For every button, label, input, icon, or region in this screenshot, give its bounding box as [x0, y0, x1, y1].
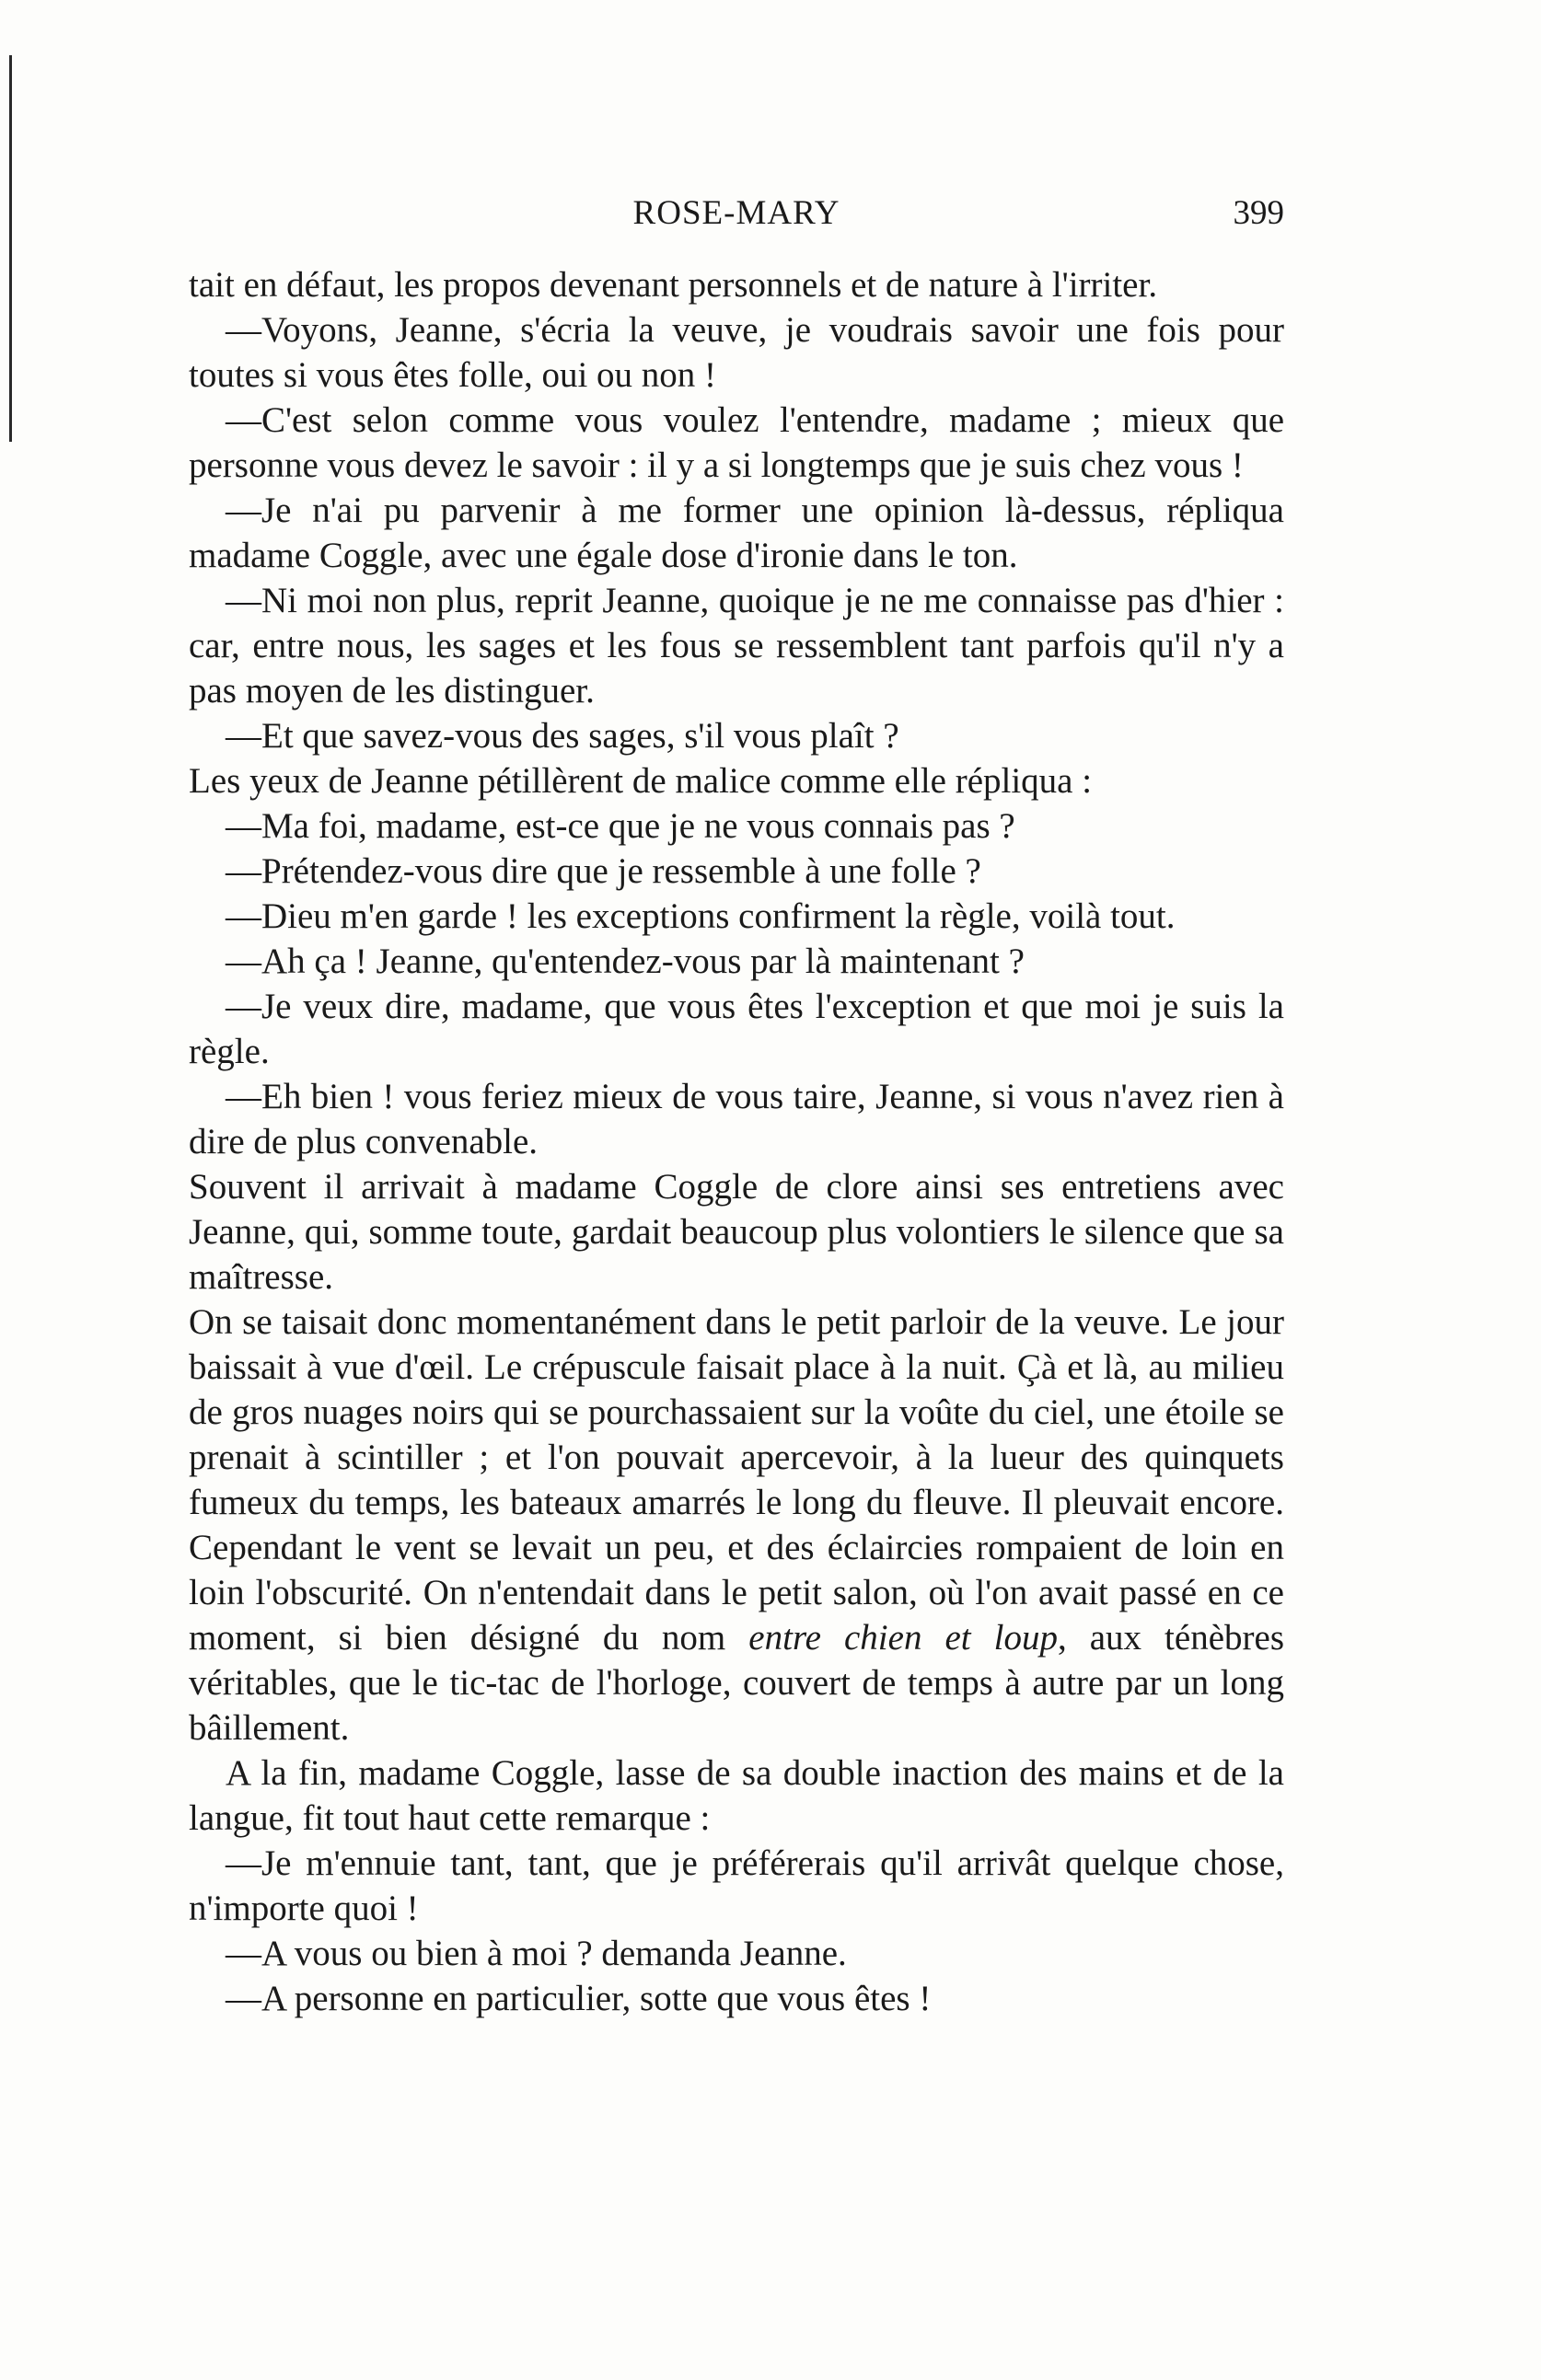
paragraph: —A vous ou bien à moi ? demanda Jeanne. — [226, 1934, 847, 1973]
paragraph: —Voyons, Jeanne, s'écria la veuve, je voudrais savoir une fois pour toutes si vous êtes folle, oui ou non ! — [189, 310, 1284, 395]
paragraph: Les yeux de Jeanne pétillèrent de malice comme elle répliqua : — [189, 761, 1093, 801]
paragraph-text: , aux ténèbres véritables, que le tic-tac de l'horloge, couvert de temps à autre par un long bâillement. — [189, 1618, 1284, 1748]
paragraph: —Je m'ennuie tant, tant, que je préférerais qu'il arrivât quelque chose, n'importe quoi ! — [189, 1843, 1284, 1928]
paragraph: —Dieu m'en garde ! les exceptions confirment la règle, voilà tout. — [226, 896, 1176, 936]
paragraph: —Ni moi non plus, reprit Jeanne, quoique je ne me connaisse pas d'hier : car, entre nous, les sages et les fous se ressemblent tant parfois qu'il n'y a pas moyen de les distinguer. — [189, 581, 1284, 711]
paragraph: —Eh bien ! vous feriez mieux de vous taire, Jeanne, si vous n'avez rien à dire de plus convenable. — [189, 1077, 1284, 1161]
page-edge-line — [9, 55, 12, 442]
paragraph: —C'est selon comme vous voulez l'entendre, madame ; mieux que personne vous devez le savoir : il y a si longtemps que je suis chez vous ! — [189, 400, 1284, 485]
paragraph: —Ah ça ! Jeanne, qu'entendez-vous par là maintenant ? — [226, 942, 1025, 981]
paragraph: —Et que savez-vous des sages, s'il vous plaît ? — [226, 716, 899, 756]
paragraph: —Je n'ai pu parvenir à me former une opinion là-dessus, répliqua madame Coggle, avec une égale dose d'ironie dans le ton. — [189, 491, 1284, 575]
paragraph: A la fin, madame Coggle, lasse de sa double inaction des mains et de la langue, fit tout haut cette remarque : — [189, 1753, 1284, 1838]
paragraph — [189, 1300, 1284, 1750]
paragraph: tait en défaut, les propos devenant personnels et de nature à l'irriter. — [189, 265, 1158, 305]
running-title: ROSE-MARY — [632, 194, 840, 232]
italic-phrase: entre chien et loup — [748, 1618, 1058, 1658]
paragraph: —Je veux dire, madame, que vous êtes l'exception et que moi je suis la règle. — [189, 987, 1284, 1071]
paragraph: —Ma foi, madame, est-ce que je ne vous connais pas ? — [226, 806, 1015, 846]
page-header — [189, 193, 1284, 248]
paragraph: —Prétendez-vous dire que je ressemble à une folle ? — [226, 851, 981, 891]
body-text — [189, 262, 1284, 2021]
page-number: 399 — [1233, 194, 1284, 232]
paragraph: —A personne en particulier, sotte que vous êtes ! — [226, 1979, 932, 2018]
paragraph-text: On se taisait donc momentanément dans le petit parloir de la veuve. Le jour baissait à vue d'œil. Le crépuscule faisait place à la nuit. Çà et là, au milieu de gros nuages noirs qui se pourchassaient sur la voûte du ciel, une étoile se prenait à scintiller ; et l'on pouvait apercevoir, à la lueur des quinquets fumeux du temps, les bateaux amarrés le long du fleuve. Il pleuvait encore. Cependant le vent se levait un peu, et des éclaircies rompaient de loin en loin l'obscurité. On n'entendait dans le petit salon, où l'on avait passé en ce moment, si bien désigné du nom — [189, 1302, 1284, 1658]
paragraph: Souvent il arrivait à madame Coggle de clore ainsi ses entretiens avec Jeanne, qui, somme toute, gardait beaucoup plus volontiers le silence que sa maîtresse. — [189, 1167, 1284, 1297]
